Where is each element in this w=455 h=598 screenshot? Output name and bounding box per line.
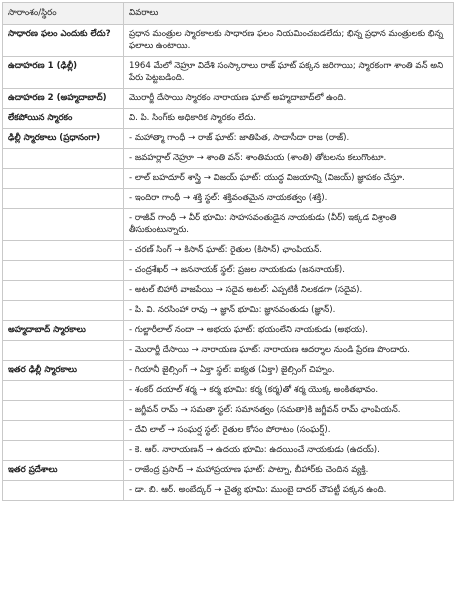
row-detail: - పి. వి. నరసింహా రావు → జ్ఞాన్ భూమి: జ్ఞానవంతుడు (జ్ఞాన్).: [124, 301, 454, 321]
table-row: [3, 301, 454, 321]
row-detail: - మహాత్మా గాంధీ → రాజ్ ఘాట్: జాతిపిత, సాదాసీదా రాజ (రాజ్).: [124, 129, 454, 149]
row-detail: - చంద్రశేఖర్ → జననాయక్ స్థల్: ప్రజల నాయకుడు (జననాయక్).: [124, 261, 454, 281]
table-row: [3, 461, 454, 481]
row-category: [3, 169, 124, 189]
row-detail: - రాజేంద్ర ప్రసాద్ → మహాప్రయాణ ఘాట్: పాట్నా, బీహార్‌కు చెందిన వ్యక్తి.: [124, 461, 454, 481]
row-detail: - గియానీ జైల్సింగ్ → ఏక్తా స్థల్: ఐక్యత (ఏక్తా) జైల్సింగ్ చిహ్నం.: [124, 361, 454, 381]
row-detail: - కె. ఆర్. నారాయణన్ → ఉదయ భూమి: ఉదయించే నాయకుడు (ఉదయ్).: [124, 441, 454, 461]
row-detail: - శంకర్ దయాల్ శర్మ → కర్మ భూమి: కర్మ (కర్మ)తో శర్మ యొక్క అంకితభావం.: [124, 381, 454, 401]
row-category: [3, 149, 124, 169]
row-category: [3, 481, 124, 501]
header-row: [3, 3, 454, 25]
row-detail: - గుల్జారీలాల్ నందా → అభయ ఘాట్: భయంలేని నాయకుడు (అభయ).: [124, 321, 454, 341]
table-row: [3, 129, 454, 149]
row-detail: ప్రధాన మంత్రుల స్మారకాలకు సాధారణ ఫలం నియమించబడలేదు; భిన్న ప్రధాన మంత్రులకు భిన్న ఫలాలు ఉంటాయి.: [124, 25, 454, 57]
row-detail: - రాజీవ్ గాంధీ → వీర్ భూమి: సాహసవంతుడైన నాయకుడు (వీర్) ఇక్కడ విశ్రాంతి తీసుకుంటున్నారు.: [124, 209, 454, 241]
table-row: [3, 281, 454, 301]
table-row: [3, 361, 454, 381]
row-detail: 1964 మేలో నెహ్రూ విదేశి సంస్కారాలు రాజ్ ఘాట్ పక్కన జరిగాయి; స్మారకంగా శాంతి వన్ అని పేరు పెట్టబడింది.: [124, 57, 454, 89]
table-row: [3, 209, 454, 241]
row-detail: - దేవి లాల్ → సంఘర్ష స్థల్: రైతుల కోసం పోరాటం (సంఘర్ష్).: [124, 421, 454, 441]
table-row: [3, 401, 454, 421]
row-detail: - ఇందిరా గాంధీ → శక్తి స్థల్: శక్తివంతమైన నాయకత్వం (శక్తి).: [124, 189, 454, 209]
row-detail: - జగ్జీవన్ రామ్ → సమతా స్థల్: సమానత్వం (సమతా)కి జగ్జీవన్ రామ్ ఛాంపియన్.: [124, 401, 454, 421]
row-category: [3, 261, 124, 281]
table-row: [3, 261, 454, 281]
table-row: [3, 441, 454, 461]
row-category: [3, 401, 124, 421]
row-category: [3, 301, 124, 321]
table-row: [3, 189, 454, 209]
row-detail: - అటల్ బిహారీ వాజపేయి → సదైవ అటల్: ఎప్పటికీ నిలకడగా (సదైవ).: [124, 281, 454, 301]
row-category: లేకపోయిన స్మారకం: [3, 109, 124, 129]
table-row: [3, 481, 454, 501]
table-body: [3, 25, 454, 501]
table-row: [3, 57, 454, 89]
row-detail: - లాల్ బహదూర్ శాస్త్రి → విజయ్ ఘాట్: యుద్ధ విజయాన్ని (విజయ్) జ్ఞాపకం చేస్తూ.: [124, 169, 454, 189]
row-detail: - డా. బి. ఆర్. అంబేద్కర్ → చైత్య భూమి: ముంబై దాదర్ చౌపట్టీ పక్కన ఉంది.: [124, 481, 454, 501]
row-category: ఉదాహరణ 1 (ఢిల్లీ): [3, 57, 124, 89]
table-row: [3, 241, 454, 261]
table-row: [3, 89, 454, 109]
row-detail: - చరణ్ సింగ్ → కిసాన్ ఘాట్: రైతుల (కిసాన్) ఛాంపియన్.: [124, 241, 454, 261]
row-category: [3, 281, 124, 301]
header-summary: సారాంశం/స్థిరం: [3, 3, 124, 25]
row-category: ఢిల్లీ స్మారకాలు (ప్రధానంగా): [3, 129, 124, 149]
table-row: [3, 321, 454, 341]
row-category: [3, 209, 124, 241]
row-category: [3, 241, 124, 261]
row-category: ఇతర ఢిల్లీ స్మారకాలు: [3, 361, 124, 381]
table-row: [3, 169, 454, 189]
row-detail: వి. పి. సింగ్‌కు అధికారిక స్మారకం లేదు.: [124, 109, 454, 129]
row-detail: - జవహర్లాల్ నెహ్రూ → శాంతి వన్: శాంతిమయ (శాంతి) తోటలను కలుగొంటూ.: [124, 149, 454, 169]
row-category: [3, 341, 124, 361]
row-category: అహ్మదాబాద్ స్మారకాలు: [3, 321, 124, 341]
row-category: [3, 441, 124, 461]
table-row: [3, 421, 454, 441]
header-details: వివరాలు: [124, 3, 454, 25]
row-category: [3, 189, 124, 209]
row-category: [3, 421, 124, 441]
memorials-table: [2, 2, 454, 501]
table-row: [3, 341, 454, 361]
table-row: [3, 25, 454, 57]
row-category: ఇతర ప్రదేశాలు: [3, 461, 124, 481]
row-detail: మొరార్జీ దేసాయి స్మారకం నారాయణ ఘాట్ అహ్మదాబాద్‌లో ఉంది.: [124, 89, 454, 109]
row-category: సాధారణ ఫలం ఎందుకు లేదు?: [3, 25, 124, 57]
row-category: ఉదాహరణ 2 (అహ్మదాబాద్): [3, 89, 124, 109]
table-row: [3, 381, 454, 401]
row-detail: - మొరార్జీ దేసాయి → నారాయణ ఘాట్: నారాయణ ఆదర్శాల నుండి ప్రేరణ పొందారు.: [124, 341, 454, 361]
table-row: [3, 109, 454, 129]
row-category: [3, 381, 124, 401]
table-row: [3, 149, 454, 169]
